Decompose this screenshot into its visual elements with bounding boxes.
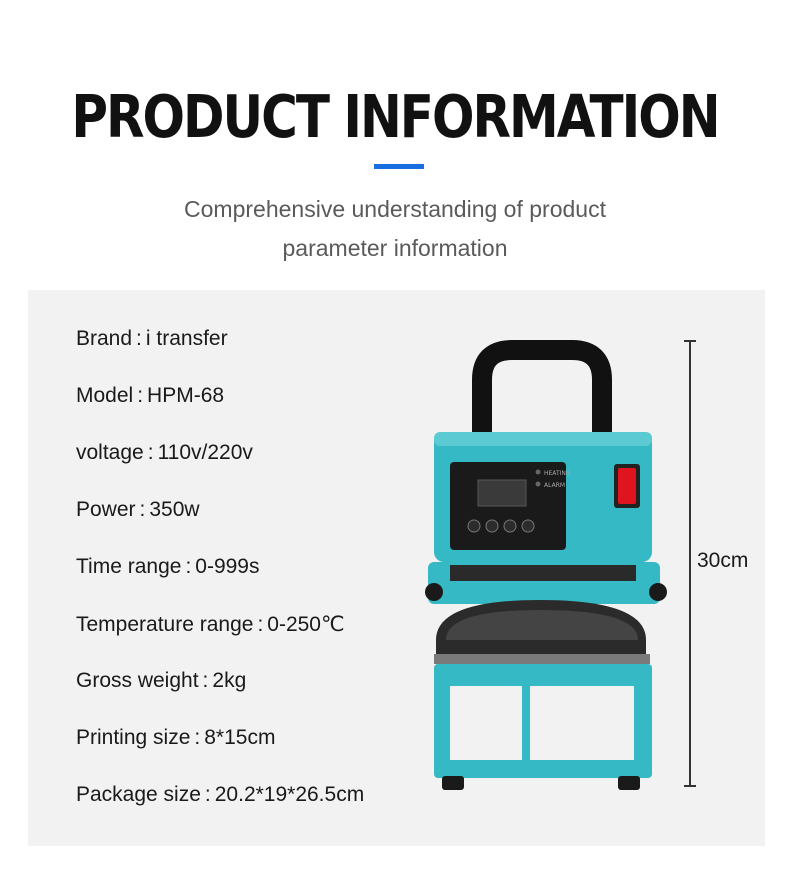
foot-right	[618, 776, 640, 790]
spec-separator: :	[194, 726, 201, 749]
lower-plate	[434, 654, 650, 664]
spec-temperature-range	[76, 612, 345, 637]
spec-label: Printing size	[76, 726, 191, 749]
alarm-label: ALARM	[544, 482, 566, 489]
right-knob	[649, 583, 667, 601]
left-knob	[425, 583, 443, 601]
spec-label: Gross weight	[76, 669, 199, 692]
spec-value: 2kg	[212, 669, 247, 692]
press-mechanism	[450, 565, 636, 581]
heating-label: HEATING	[544, 470, 571, 477]
spec-value: 20.2*19*26.5cm	[214, 783, 365, 806]
subtitle-line-2: parameter information	[282, 235, 508, 261]
dimension-line	[689, 341, 691, 786]
enter-button	[522, 520, 534, 532]
title-underline	[374, 164, 424, 169]
page-title: PRODUCT INFORMATION	[71, 82, 719, 152]
spec-separator: :	[139, 498, 146, 521]
spec-value: i transfer	[145, 327, 228, 350]
spec-package-size	[76, 783, 364, 807]
spec-value: 110v/220v	[157, 441, 253, 464]
spec-label: Temperature range	[76, 613, 254, 636]
spec-separator: :	[257, 613, 264, 636]
spec-separator: :	[202, 669, 209, 692]
ok-button	[486, 520, 498, 532]
spec-label: Power	[76, 498, 136, 521]
spec-label: Brand	[76, 327, 133, 350]
spec-printing-size	[76, 726, 275, 750]
spec-voltage	[76, 441, 253, 465]
spec-time-range	[76, 555, 260, 579]
spec-separator: :	[147, 441, 154, 464]
dimension-bottom-tick	[684, 785, 696, 787]
lcd-display	[478, 480, 526, 506]
up-button	[468, 520, 480, 532]
subtitle-line-1: Comprehensive understanding of product	[184, 196, 606, 222]
spec-label: Time range	[76, 555, 182, 578]
spec-value: HPM-68	[147, 384, 225, 407]
spec-value: 8*15cm	[204, 726, 276, 749]
heat-press-machine-image	[420, 340, 680, 800]
spec-value: 0-250℃	[267, 613, 345, 636]
spec-brand	[76, 327, 228, 351]
spec-separator: :	[204, 783, 211, 806]
spec-model	[76, 384, 224, 408]
down-button	[504, 520, 516, 532]
spec-value: 350w	[149, 498, 200, 521]
spec-label: voltage	[76, 441, 144, 464]
height-dimension-label: 30cm	[697, 549, 749, 572]
spec-label: Package size	[76, 783, 201, 806]
spec-separator: :	[136, 327, 142, 350]
spec-power	[76, 498, 200, 522]
spec-separator: :	[137, 384, 144, 407]
spec-label: Model	[76, 384, 134, 407]
spec-separator: :	[185, 555, 192, 578]
spec-gross-weight	[76, 669, 246, 693]
spec-value: 0-999s	[195, 555, 260, 578]
machine-handle	[482, 350, 602, 440]
power-switch	[618, 468, 636, 504]
foot-left	[442, 776, 464, 790]
